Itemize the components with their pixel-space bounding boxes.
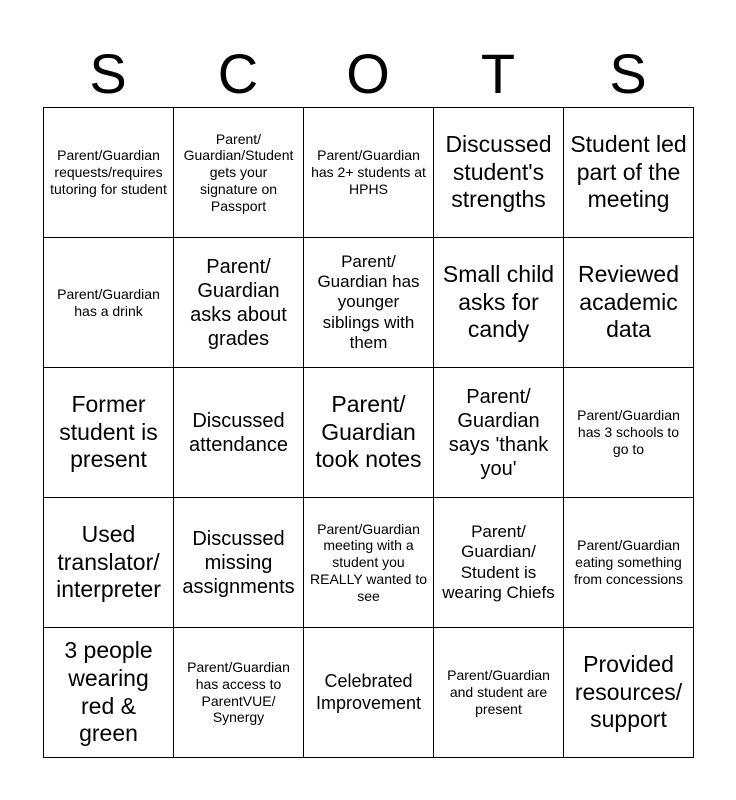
bingo-cell[interactable]: 3 people wearing red & green: [44, 628, 174, 758]
bingo-cell[interactable]: Parent/ Guardian asks about grades: [174, 238, 304, 368]
bingo-cell[interactable]: Parent/ Guardian/Student gets your signature on Passport: [174, 108, 304, 238]
bingo-cell[interactable]: Celebrated Improvement: [304, 628, 434, 758]
header-letter-1: S: [89, 42, 127, 105]
bingo-cell[interactable]: Discussed student's strengths: [434, 108, 564, 238]
bingo-cell[interactable]: Parent/Guardian meeting with a student you REALLY wanted to see: [304, 498, 434, 628]
bingo-cell[interactable]: Parent/Guardian has a drink: [44, 238, 174, 368]
header-letter-4: T: [480, 42, 516, 105]
bingo-row: [44, 498, 694, 628]
bingo-cell[interactable]: Parent/Guardian and student are present: [434, 628, 564, 758]
bingo-cell[interactable]: Provided resources/ support: [564, 628, 694, 758]
bingo-cell[interactable]: Parent/ Guardian has younger siblings with them: [304, 238, 434, 368]
bingo-cell[interactable]: Parent/Guardian has access to ParentVUE/ Synergy: [174, 628, 304, 758]
bingo-cell[interactable]: Former student is present: [44, 368, 174, 498]
bingo-row: [44, 628, 694, 758]
bingo-cell[interactable]: Parent/ Guardian/ Student is wearing Chiefs: [434, 498, 564, 628]
bingo-cell[interactable]: Used translator/ interpreter: [44, 498, 174, 628]
bingo-header: [43, 44, 693, 104]
bingo-cell[interactable]: Reviewed academic data: [564, 238, 694, 368]
bingo-cell[interactable]: Parent/ Guardian took notes: [304, 368, 434, 498]
bingo-grid: [43, 107, 694, 758]
bingo-cell[interactable]: Discussed missing assignments: [174, 498, 304, 628]
bingo-cell[interactable]: Discussed attendance: [174, 368, 304, 498]
bingo-cell[interactable]: Small child asks for candy: [434, 238, 564, 368]
bingo-cell[interactable]: Parent/Guardian has 2+ students at HPHS: [304, 108, 434, 238]
bingo-row: [44, 238, 694, 368]
bingo-cell[interactable]: Parent/Guardian eating something from concessions: [564, 498, 694, 628]
header-letter-3: O: [346, 42, 390, 105]
bingo-row: [44, 108, 694, 238]
bingo-cell[interactable]: Parent/Guardian requests/requires tutoring for student: [44, 108, 174, 238]
bingo-row: [44, 368, 694, 498]
header-letter-5: S: [609, 42, 647, 105]
bingo-cell[interactable]: Parent/Guardian has 3 schools to go to: [564, 368, 694, 498]
bingo-cell[interactable]: Parent/ Guardian says 'thank you': [434, 368, 564, 498]
header-letter-2: C: [217, 42, 259, 105]
bingo-cell[interactable]: Student led part of the meeting: [564, 108, 694, 238]
